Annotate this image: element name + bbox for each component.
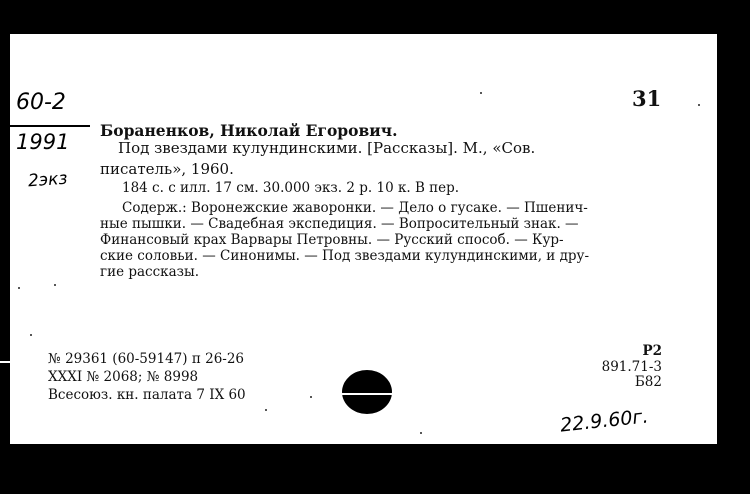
catalog-card: [10, 34, 717, 444]
registration-info: [48, 352, 348, 406]
speck: [54, 284, 56, 286]
handwritten-date: 22.9.60г.: [559, 405, 650, 437]
classification-code: Р2: [642, 343, 662, 359]
classification-code: Б82: [634, 374, 662, 390]
contents-note: [100, 201, 680, 285]
title-block: [100, 138, 680, 182]
speck: [310, 396, 312, 398]
registration-line: XXXI № 2068; № 8998: [48, 369, 199, 385]
ink-blot: [342, 370, 392, 414]
speck: [30, 334, 32, 336]
classification-code: 891.71-3: [601, 358, 662, 375]
author-heading: Бораненков, Николай Егорович.: [100, 121, 398, 140]
contents-line: ные пышки. — Свадебная экспедиция. — Вопросительный знак. —: [100, 216, 579, 232]
contents-line: Содерж.: Воронежские жаворонки. — Дело о гусаке. — Пшенич-: [122, 200, 588, 216]
handwritten-call-number: 60-2: [16, 90, 66, 115]
handwritten-copies: 2экз: [27, 168, 69, 192]
blot-scratch: [336, 393, 398, 395]
speck: [480, 92, 482, 94]
physical-description: 184 с. с илл. 17 см. 30.000 экз. 2 р. 10 к. В пер.: [122, 180, 460, 196]
speck: [265, 409, 267, 411]
title-line: Под звездами кулундинскими. [Рассказы]. М., «Сов.: [118, 139, 536, 157]
title-line: писатель», 1960.: [100, 160, 234, 178]
contents-line: Финансовый крах Варвары Петровны. — Русский способ. — Кур-: [100, 232, 564, 248]
contents-line: гие рассказы.: [100, 264, 200, 280]
card-number: 31: [632, 86, 662, 111]
classification-codes: [570, 344, 662, 400]
speck: [698, 104, 700, 106]
registration-line: Всесоюз. кн. палата 7 IX 60: [48, 387, 246, 403]
handwritten-year: 1991: [16, 130, 70, 154]
speck: [420, 432, 422, 434]
margin-rule: [10, 125, 90, 127]
registration-line: № 29361 (60-59147) п 26-26: [48, 351, 245, 367]
contents-line: ские соловьи. — Синонимы. — Под звездами кулундинскими, и дру-: [100, 248, 590, 264]
edge-mark: [0, 361, 14, 363]
speck: [18, 287, 20, 289]
